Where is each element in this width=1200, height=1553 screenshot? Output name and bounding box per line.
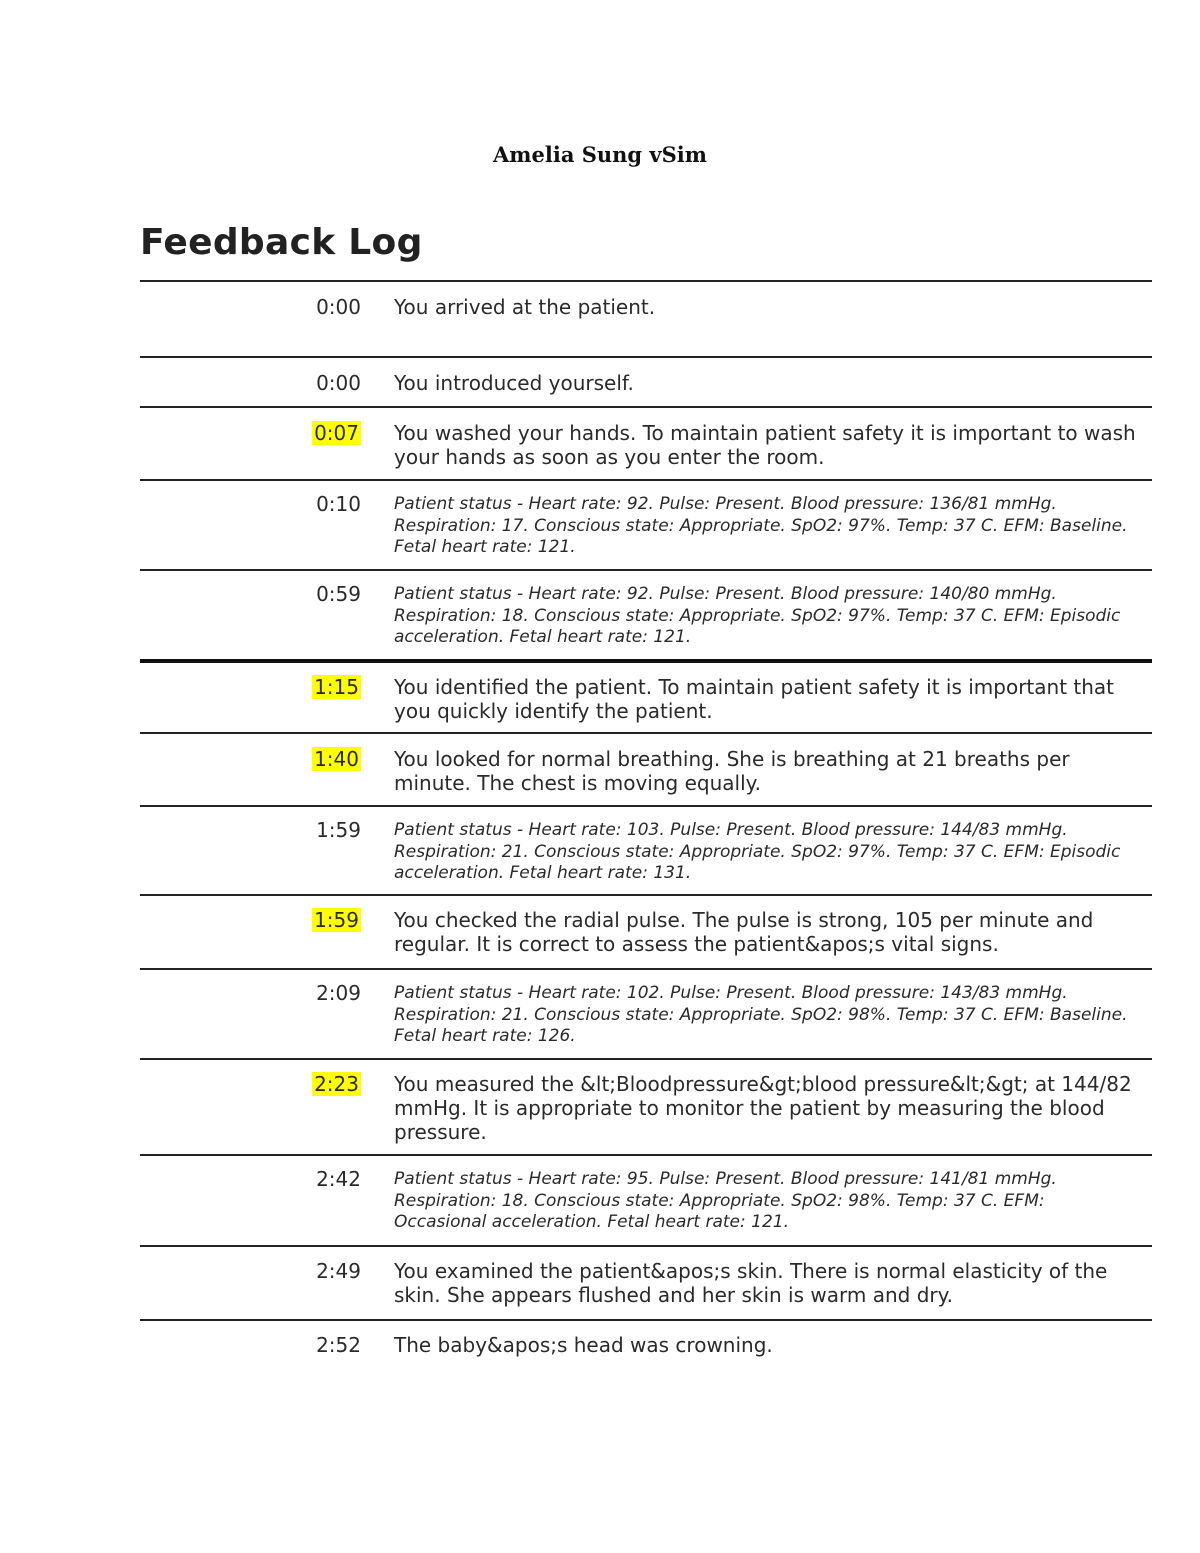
log-time-cell [140, 1060, 373, 1154]
log-time: 1:59 [316, 818, 361, 842]
log-time: 1:40 [314, 747, 359, 771]
log-time: 0:59 [316, 582, 361, 606]
log-time: 2:42 [316, 1167, 361, 1191]
log-time: 0:07 [314, 421, 359, 445]
log-time-cell [140, 970, 373, 1058]
log-time-cell [140, 663, 373, 732]
feedback-log-table [140, 280, 1152, 1379]
log-message: You examined the patient&apos;s skin. There is normal elasticity of the skin. She appears flushed and her skin is warm and dry. [394, 1259, 1108, 1307]
log-row [140, 479, 1152, 569]
log-row [140, 1058, 1152, 1154]
log-time-cell [140, 734, 373, 805]
log-time-cell [140, 1156, 373, 1245]
log-patient-status: Patient status - Heart rate: 95. Pulse: Present. Blood pressure: 141/81 mmHg. Respiration: 18. Conscious state: Appropriate. SpO2: 98%. Temp: 37 C. EFM: Occasional acceleration. Fetal heart rate: 121. [394, 1169, 1057, 1232]
log-time: 1:59 [314, 908, 359, 932]
log-patient-status: Patient status - Heart rate: 103. Pulse: Present. Blood pressure: 144/83 mmHg. Respiration: 21. Conscious state: Appropriate. SpO2: 97%. Temp: 37 C. EFM: Episodic acceleration. Fetal heart rate: 131. [394, 820, 1121, 883]
log-row [140, 280, 1152, 356]
log-message: You measured the &lt;Bloodpressure&gt;blood pressure&lt;&gt; at 144/82 mmHg. It is appropriate to monitor the patient by measuring the blood pressure. [394, 1072, 1132, 1144]
log-time-cell [140, 1321, 373, 1379]
log-patient-status: Patient status - Heart rate: 92. Pulse: Present. Blood pressure: 136/81 mmHg. Respiration: 17. Conscious state: Appropriate. SpO2: 97%. Temp: 37 C. EFM: Baseline. Fetal heart rate: 121. [394, 494, 1128, 557]
log-time-cell [140, 807, 373, 894]
log-message: You introduced yourself. [394, 371, 634, 395]
log-row [140, 569, 1152, 659]
log-time: 0:10 [316, 492, 361, 516]
log-time: 0:00 [316, 295, 361, 319]
log-message: You identified the patient. To maintain patient safety it is important that you quickly identify the patient. [394, 675, 1115, 723]
log-row [140, 1154, 1152, 1245]
log-row [140, 732, 1152, 805]
log-row [140, 968, 1152, 1058]
log-message: The baby&apos;s head was crowning. [394, 1333, 773, 1357]
log-time: 0:00 [316, 371, 361, 395]
log-time-cell [140, 896, 373, 968]
log-row [140, 356, 1152, 406]
log-row [140, 1245, 1152, 1319]
log-time-cell [140, 408, 373, 479]
log-row [140, 659, 1152, 732]
log-time-cell [140, 358, 373, 406]
log-time: 2:52 [316, 1333, 361, 1357]
log-time: 2:49 [316, 1259, 361, 1283]
log-time: 1:15 [314, 675, 359, 699]
page-header: Amelia Sung vSim [492, 142, 707, 167]
log-message: You checked the radial pulse. The pulse is strong, 105 per minute and regular. It is correct to assess the patient&apos;s vital signs. [394, 908, 1094, 956]
page-title: Feedback Log [140, 222, 423, 263]
log-message: You arrived at the patient. [394, 295, 656, 319]
log-row [140, 1319, 1152, 1379]
log-time: 2:23 [314, 1072, 359, 1096]
log-row [140, 805, 1152, 894]
log-patient-status: Patient status - Heart rate: 92. Pulse: Present. Blood pressure: 140/80 mmHg. Respiration: 18. Conscious state: Appropriate. SpO2: 97%. Temp: 37 C. EFM: Episodic acceleration. Fetal heart rate: 121. [394, 584, 1121, 647]
log-time-cell [140, 282, 373, 356]
log-row [140, 406, 1152, 479]
log-time-cell [140, 1247, 373, 1319]
log-message: You looked for normal breathing. She is breathing at 21 breaths per minute. The chest is moving equally. [394, 747, 1070, 795]
log-time-cell [140, 571, 373, 659]
log-message: You washed your hands. To maintain patient safety it is important to wash your hands as soon as you enter the room. [394, 421, 1136, 469]
log-patient-status: Patient status - Heart rate: 102. Pulse: Present. Blood pressure: 143/83 mmHg. Respiration: 21. Conscious state: Appropriate. SpO2: 98%. Temp: 37 C. EFM: Baseline. Fetal heart rate: 126. [394, 983, 1128, 1046]
log-time-cell [140, 481, 373, 569]
log-row [140, 894, 1152, 968]
log-time: 2:09 [316, 981, 361, 1005]
